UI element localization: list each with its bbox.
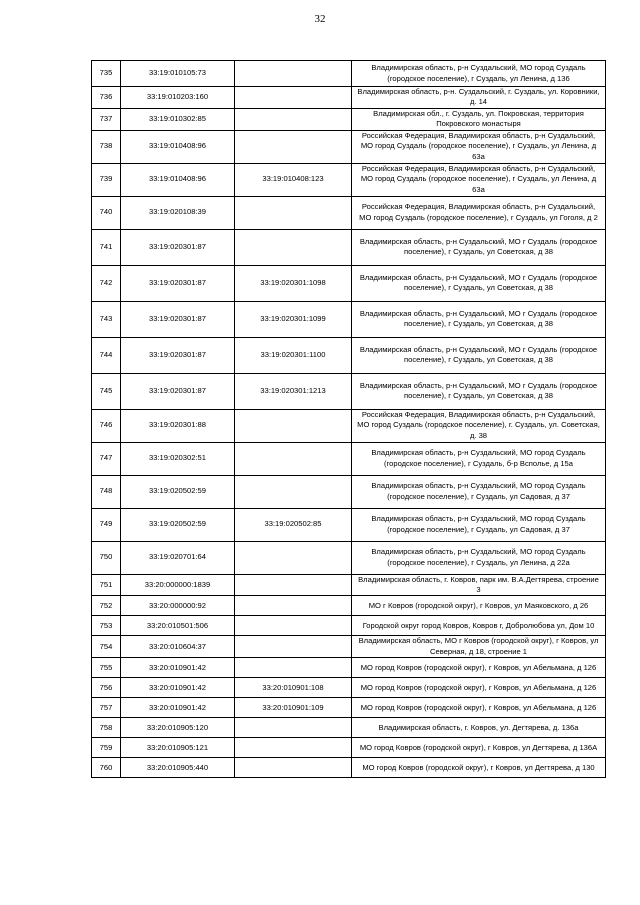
- table-row: [92, 698, 606, 718]
- row-number-cell: 756: [92, 678, 121, 698]
- address-cell: МО город Ковров (городской округ), г Ковров, ул Дегтярева, д 130: [352, 758, 606, 778]
- property-registry-table: [91, 60, 606, 778]
- address-cell: Владимирская область, р-н Суздальский, МО город Суздаль (городское поселение), г Суздаль, ул Ленина, д 22а: [352, 541, 606, 574]
- table-row: [92, 738, 606, 758]
- address-cell: МО город Ковров (городской округ), г Ковров, ул Абельмана, д 126: [352, 678, 606, 698]
- row-number-cell: 759: [92, 738, 121, 758]
- row-number-cell: 746: [92, 409, 121, 442]
- cadastral-number-cell: 33:20:010905:120: [121, 718, 235, 738]
- cadastral-number-cell: 33:20:010901:42: [121, 658, 235, 678]
- table-row: [92, 301, 606, 337]
- address-cell: МО город Ковров (городской округ), г Ковров, ул Абельмана, д 126: [352, 658, 606, 678]
- table-row: [92, 718, 606, 738]
- sub-cadastral-number-cell: 33:20:010901:108: [235, 678, 352, 698]
- row-number-cell: 755: [92, 658, 121, 678]
- cadastral-number-cell: 33:19:020701:64: [121, 541, 235, 574]
- address-cell: Российская Федерация, Владимирская область, р-н Суздальский, МО город Суздаль (городское поселение), г Суздаль, ул Ленина, д 63а: [352, 130, 606, 163]
- sub-cadastral-number-cell: [235, 87, 352, 109]
- sub-cadastral-number-cell: [235, 636, 352, 658]
- table-row: [92, 373, 606, 409]
- sub-cadastral-number-cell: [235, 541, 352, 574]
- table-row: [92, 409, 606, 442]
- cadastral-number-cell: 33:19:020301:87: [121, 373, 235, 409]
- cadastral-number-cell: 33:19:020108:39: [121, 196, 235, 229]
- address-cell: МО город Ковров (городской округ), г Ковров, ул Абельмана, д 126: [352, 698, 606, 718]
- address-cell: Владимирская область, р-н Суздальский, МО город Суздаль (городское поселение), г Суздаль, б-р Вспольe, д 15а: [352, 442, 606, 475]
- cadastral-number-cell: 33:20:010901:42: [121, 698, 235, 718]
- row-number-cell: 753: [92, 616, 121, 636]
- table-row: [92, 196, 606, 229]
- sub-cadastral-number-cell: [235, 442, 352, 475]
- row-number-cell: 735: [92, 61, 121, 87]
- table-row: [92, 574, 606, 596]
- row-number-cell: 751: [92, 574, 121, 596]
- cadastral-number-cell: 33:20:010501:506: [121, 616, 235, 636]
- sub-cadastral-number-cell: 33:19:020301:1213: [235, 373, 352, 409]
- address-cell: Владимирская область, р-н Суздальский, МО город Суздаль (городское поселение), г Суздаль, ул Садовая, д 37: [352, 475, 606, 508]
- address-cell: Владимирская область, р-н. Суздальский, г. Суздаль, ул. Коровники, д. 14: [352, 87, 606, 109]
- table-row: [92, 475, 606, 508]
- address-cell: МО город Ковров (городской округ), г Ковров, ул Дегтярева, д 136А: [352, 738, 606, 758]
- cadastral-number-cell: 33:19:020301:87: [121, 229, 235, 265]
- table-row: [92, 758, 606, 778]
- cadastral-number-cell: 33:19:020301:87: [121, 337, 235, 373]
- row-number-cell: 741: [92, 229, 121, 265]
- table-row: [92, 87, 606, 109]
- cadastral-number-cell: 33:19:010408:96: [121, 163, 235, 196]
- sub-cadastral-number-cell: [235, 616, 352, 636]
- row-number-cell: 742: [92, 265, 121, 301]
- table-row: [92, 130, 606, 163]
- cadastral-number-cell: 33:19:010203:160: [121, 87, 235, 109]
- sub-cadastral-number-cell: [235, 61, 352, 87]
- table-row: [92, 265, 606, 301]
- sub-cadastral-number-cell: [235, 596, 352, 616]
- row-number-cell: 743: [92, 301, 121, 337]
- address-cell: Владимирская область, р-н Суздальский, МО г Суздаль (городское поселение), г Суздаль, ул Советская, д 38: [352, 265, 606, 301]
- page-number: 32: [314, 13, 326, 25]
- sub-cadastral-number-cell: 33:20:010901:109: [235, 698, 352, 718]
- cadastral-number-cell: 33:20:010604:37: [121, 636, 235, 658]
- sub-cadastral-number-cell: [235, 196, 352, 229]
- row-number-cell: 736: [92, 87, 121, 109]
- row-number-cell: 739: [92, 163, 121, 196]
- table-row: [92, 337, 606, 373]
- table-row: [92, 616, 606, 636]
- address-cell: Владимирская область, г. Ковров, ул. Дегтярева, д. 136а: [352, 718, 606, 738]
- sub-cadastral-number-cell: [235, 409, 352, 442]
- sub-cadastral-number-cell: 33:19:020502:85: [235, 508, 352, 541]
- row-number-cell: 749: [92, 508, 121, 541]
- address-cell: Российская Федерация, Владимирская область, р-н Суздальский, МО город Суздаль (городское поселение), г. Суздаль, ул. Советская, д. 38: [352, 409, 606, 442]
- table-row: [92, 678, 606, 698]
- cadastral-number-cell: 33:20:010901:42: [121, 678, 235, 698]
- row-number-cell: 745: [92, 373, 121, 409]
- sub-cadastral-number-cell: 33:19:020301:1099: [235, 301, 352, 337]
- cadastral-number-cell: 33:20:000000:1839: [121, 574, 235, 596]
- row-number-cell: 752: [92, 596, 121, 616]
- table-row: [92, 61, 606, 87]
- cadastral-number-cell: 33:19:020502:59: [121, 508, 235, 541]
- table-row: [92, 508, 606, 541]
- address-cell: Владимирская область, р-н Суздальский, МО г Суздаль (городское поселение), г Суздаль, ул Советская, д 38: [352, 229, 606, 265]
- row-number-cell: 757: [92, 698, 121, 718]
- row-number-cell: 754: [92, 636, 121, 658]
- row-number-cell: 744: [92, 337, 121, 373]
- cadastral-number-cell: 33:19:020302:51: [121, 442, 235, 475]
- sub-cadastral-number-cell: [235, 758, 352, 778]
- sub-cadastral-number-cell: [235, 475, 352, 508]
- sub-cadastral-number-cell: [235, 229, 352, 265]
- table-row: [92, 541, 606, 574]
- row-number-cell: 758: [92, 718, 121, 738]
- sub-cadastral-number-cell: [235, 738, 352, 758]
- cadastral-number-cell: 33:19:010302:85: [121, 108, 235, 130]
- cadastral-number-cell: 33:20:010905:440: [121, 758, 235, 778]
- address-cell: Российская Федерация, Владимирская область, р-н Суздальский, МО город Суздаль (городское поселение), г Суздаль, ул Ленина, д 63а: [352, 163, 606, 196]
- row-number-cell: 760: [92, 758, 121, 778]
- table-row: [92, 108, 606, 130]
- table-row: [92, 636, 606, 658]
- address-cell: Владимирская обл., г. Суздаль, ул. Покровская, территория Покровского монастыря: [352, 108, 606, 130]
- sub-cadastral-number-cell: [235, 130, 352, 163]
- registry-table-body: [92, 61, 606, 778]
- table-row: [92, 229, 606, 265]
- address-cell: Владимирская область, р-н Суздальский, МО город Суздаль (городское поселение), г Суздаль, ул Садовая, д 37: [352, 508, 606, 541]
- address-cell: МО г Ковров (городской округ), г Ковров, ул Маяковского, д 26: [352, 596, 606, 616]
- address-cell: Владимирская область, р-н Суздальский, МО г Суздаль (городское поселение), г Суздаль, ул Советская, д 38: [352, 301, 606, 337]
- table-row: [92, 596, 606, 616]
- address-cell: Владимирская область, МО г Ковров (городской округ), г Ковров, ул Северная, д 18, строение 1: [352, 636, 606, 658]
- address-cell: Владимирская область, р-н Суздальский, МО г Суздаль (городское поселение), г Суздаль, ул Советская, д 38: [352, 373, 606, 409]
- sub-cadastral-number-cell: 33:19:020301:1098: [235, 265, 352, 301]
- cadastral-number-cell: 33:19:010408:96: [121, 130, 235, 163]
- row-number-cell: 747: [92, 442, 121, 475]
- sub-cadastral-number-cell: 33:19:020301:1100: [235, 337, 352, 373]
- cadastral-number-cell: 33:19:020502:59: [121, 475, 235, 508]
- address-cell: Российская Федерация, Владимирская область, р-н Суздальский, МО город Суздаль (городское поселение), г Суздаль, ул Гоголя, д 2: [352, 196, 606, 229]
- address-cell: Владимирская область, г. Ковров, парк им. В.А.Дегтярева, строение 3: [352, 574, 606, 596]
- table-row: [92, 442, 606, 475]
- cadastral-number-cell: 33:20:010905:121: [121, 738, 235, 758]
- row-number-cell: 738: [92, 130, 121, 163]
- sub-cadastral-number-cell: [235, 108, 352, 130]
- row-number-cell: 740: [92, 196, 121, 229]
- sub-cadastral-number-cell: 33:19:010408:123: [235, 163, 352, 196]
- cadastral-number-cell: 33:20:000000:92: [121, 596, 235, 616]
- address-cell: Владимирская область, р-н Суздальский, МО г Суздаль (городское поселение), г Суздаль, ул Советская, д 38: [352, 337, 606, 373]
- sub-cadastral-number-cell: [235, 574, 352, 596]
- sub-cadastral-number-cell: [235, 658, 352, 678]
- table-row: [92, 658, 606, 678]
- cadastral-number-cell: 33:19:020301:87: [121, 301, 235, 337]
- row-number-cell: 748: [92, 475, 121, 508]
- cadastral-number-cell: 33:19:010105:73: [121, 61, 235, 87]
- row-number-cell: 750: [92, 541, 121, 574]
- table-row: [92, 163, 606, 196]
- row-number-cell: 737: [92, 108, 121, 130]
- sub-cadastral-number-cell: [235, 718, 352, 738]
- cadastral-number-cell: 33:19:020301:88: [121, 409, 235, 442]
- cadastral-number-cell: 33:19:020301:87: [121, 265, 235, 301]
- address-cell: Владимирская область, р-н Суздальский, МО город Суздаль (городское поселение), г Суздаль, ул Ленина, д 136: [352, 61, 606, 87]
- address-cell: Городской округ город Ковров, Ковров г, Добролюбова ул, Дом 10: [352, 616, 606, 636]
